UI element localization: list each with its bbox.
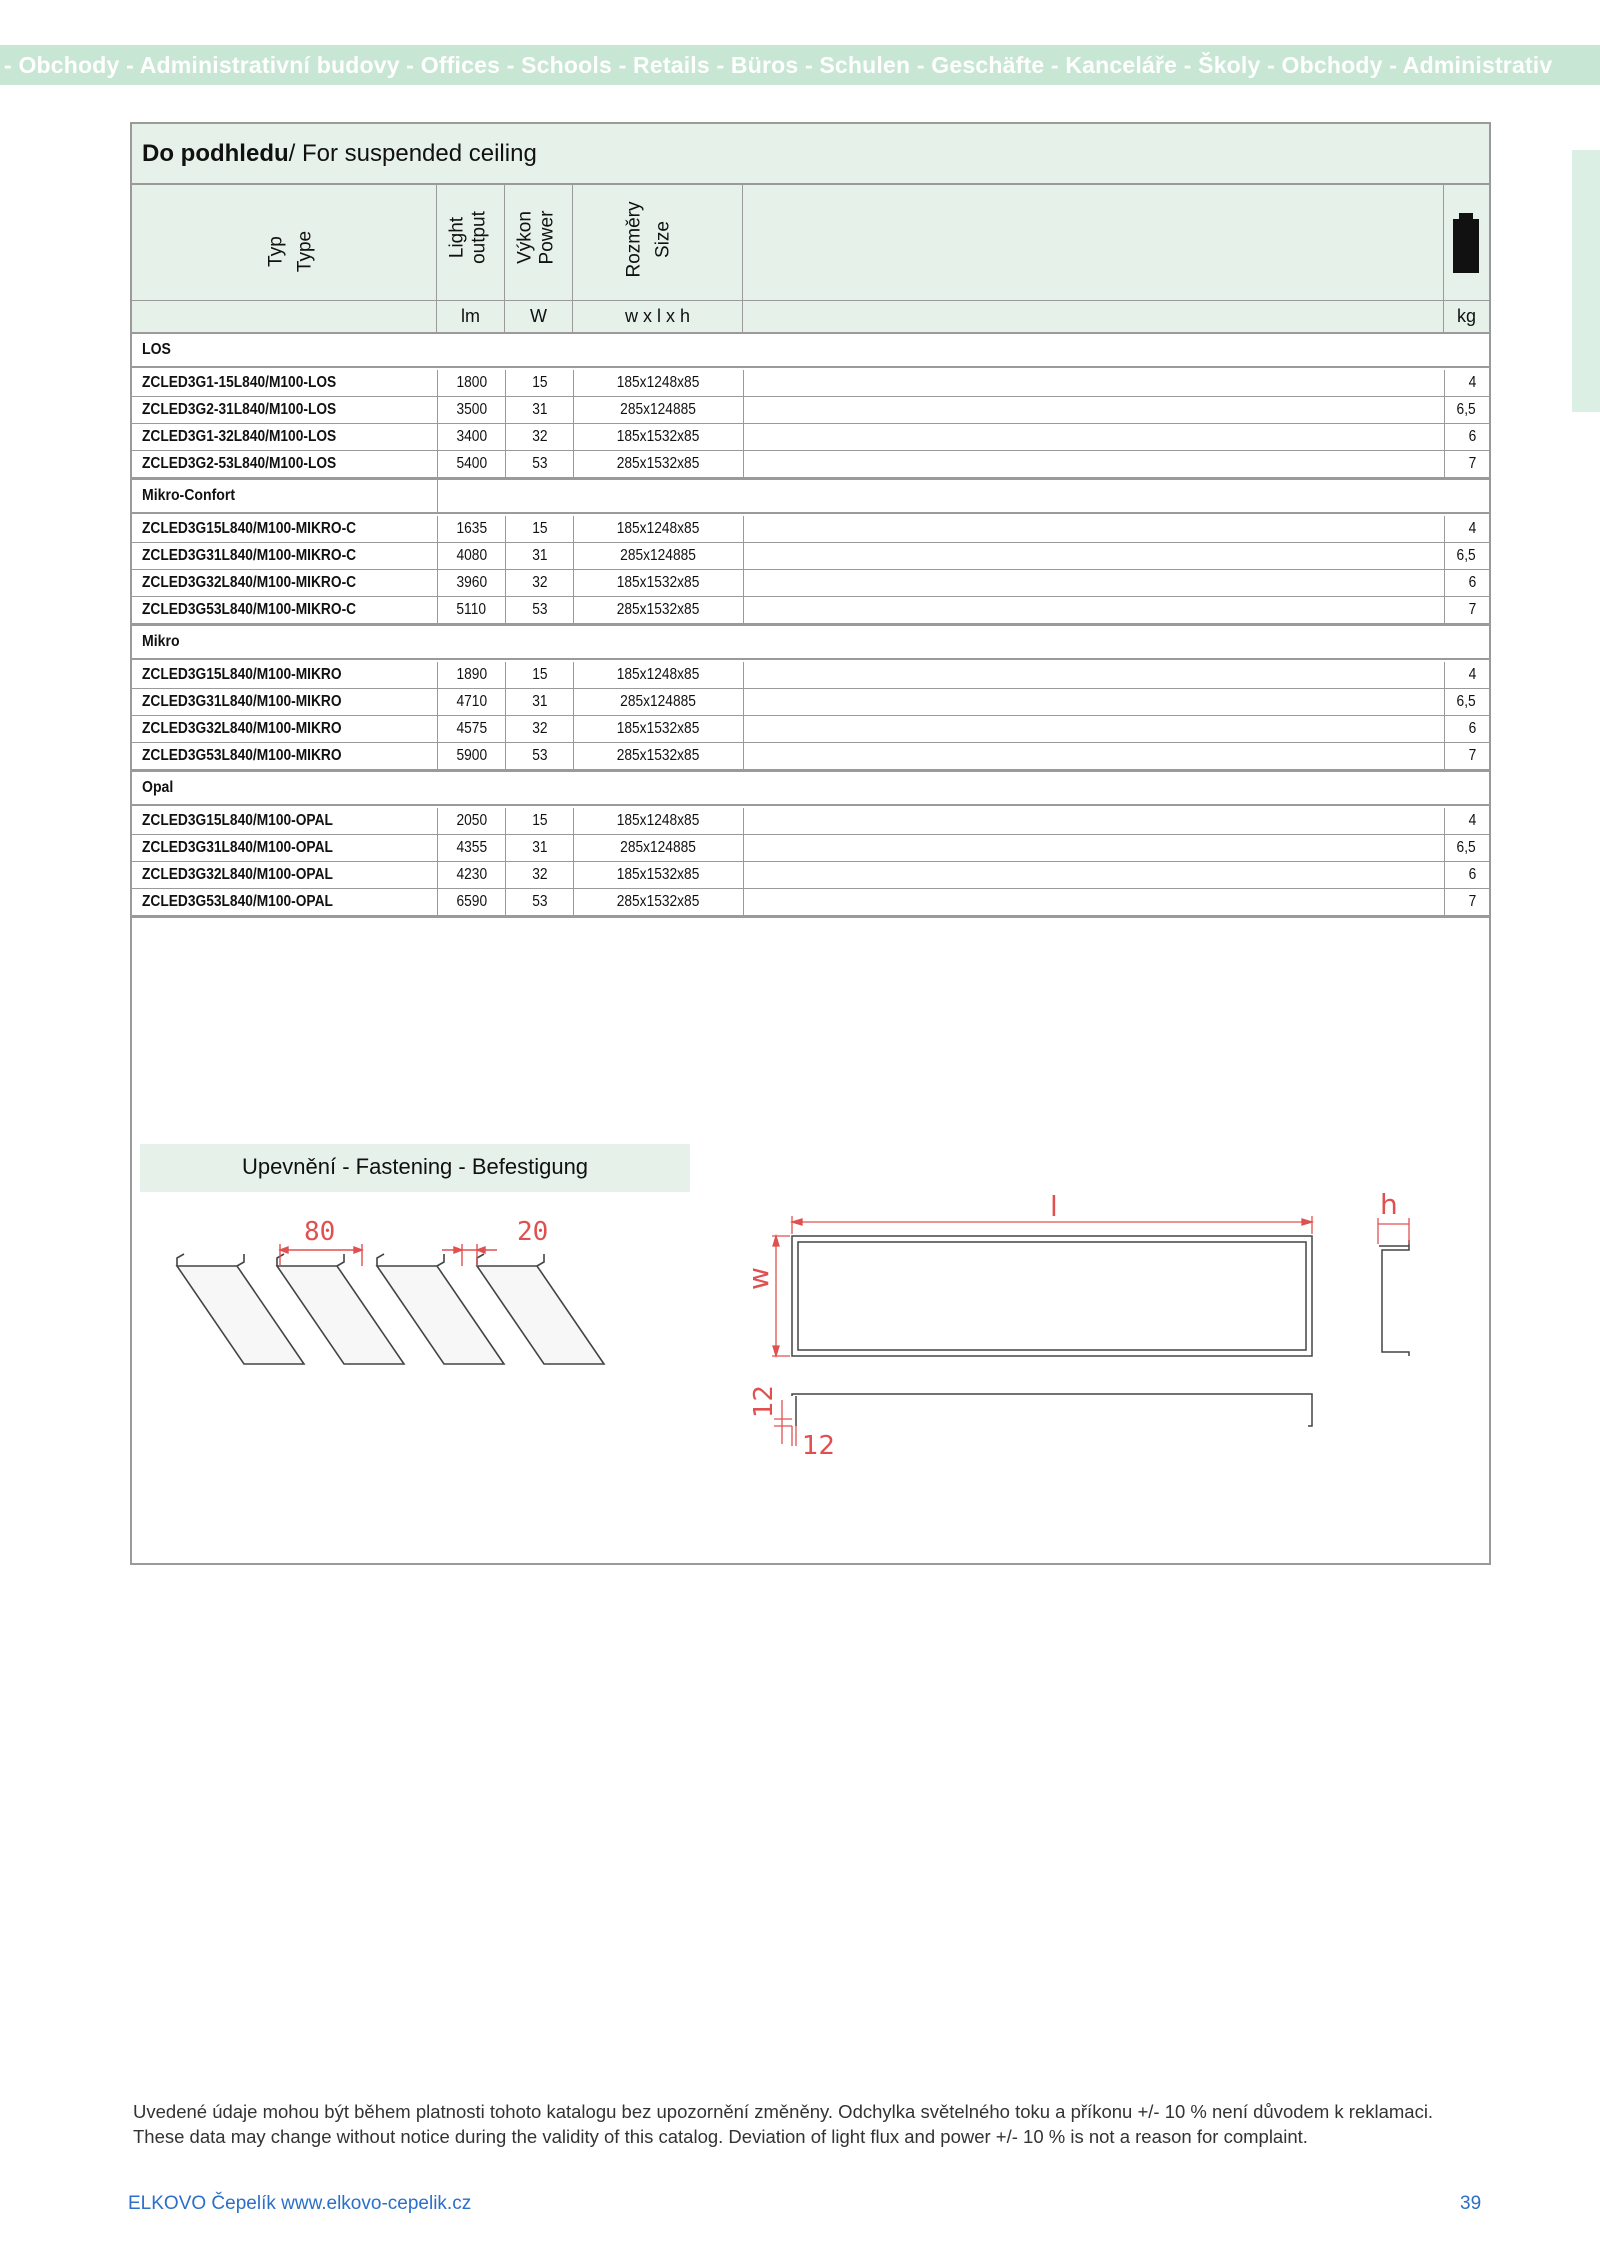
table-row (132, 451, 1489, 478)
category-banner (0, 45, 1600, 85)
cell-size (573, 451, 743, 478)
header-size-cz: Rozměry (623, 201, 645, 278)
cell-size-value: 285x1532x85 (617, 747, 700, 764)
cell-light-output (437, 516, 505, 543)
cell-light-output-value: 2050 (456, 812, 487, 829)
cell-light-output (437, 570, 505, 597)
cell-weight-value: 4 (1468, 374, 1477, 391)
cell-size-value: 285x124885 (620, 839, 697, 856)
cell-blank (743, 716, 1444, 743)
cell-light-output (437, 543, 505, 570)
cell-size-value: 185x1532x85 (617, 720, 700, 737)
cell-power-value: 15 (531, 374, 548, 391)
table-row (132, 689, 1489, 716)
fastening-drawing (172, 1214, 732, 1434)
cell-blank (743, 835, 1444, 862)
cell-weight (1444, 570, 1489, 597)
header-size-en: Size (652, 221, 674, 258)
dim-l: l (1050, 1190, 1058, 1223)
cell-type: ZCLED3G53L840/M100-MIKRO-C (142, 601, 357, 618)
cell-light-output-value: 4710 (456, 693, 487, 710)
cell-blank (743, 370, 1444, 397)
dim-12-horizontal: 12 (802, 1431, 836, 1461)
cell-type: ZCLED3G2-31L840/M100-LOS (142, 401, 337, 418)
cell-power-value: 53 (531, 601, 548, 618)
cell-size-value: 285x124885 (620, 401, 697, 418)
cell-size-value: 285x124885 (620, 693, 697, 710)
unit-kg: kg (1444, 300, 1489, 332)
cell-type: ZCLED3G31L840/M100-MIKRO-C (142, 547, 357, 564)
cell-weight (1444, 689, 1489, 716)
cell-light-output-value: 3960 (456, 574, 487, 591)
cell-size (573, 516, 743, 543)
dim-12-vertical: 12 (749, 1384, 779, 1418)
cell-power (505, 570, 573, 597)
cell-blank (743, 397, 1444, 424)
cell-type: ZCLED3G53L840/M100-OPAL (142, 893, 333, 910)
cell-weight (1444, 716, 1489, 743)
cell-light-output (437, 743, 505, 770)
table-row (132, 662, 1489, 689)
cell-power-value: 15 (531, 812, 548, 829)
cell-power-value: 53 (531, 747, 548, 764)
cell-power-value: 31 (531, 547, 548, 564)
cell-size-value: 285x1532x85 (617, 455, 700, 472)
cell-type: ZCLED3G15L840/M100-OPAL (142, 812, 333, 829)
cell-power (505, 862, 573, 889)
cell-weight (1444, 451, 1489, 478)
cell-light-output-value: 4355 (456, 839, 487, 856)
cell-blank (743, 424, 1444, 451)
cell-size (573, 370, 743, 397)
cell-power-value: 31 (531, 401, 548, 418)
cell-weight-value: 6,5 (1456, 401, 1476, 418)
cell-light-output (437, 451, 505, 478)
group-name: Mikro (142, 633, 180, 650)
cell-light-output-value: 4230 (456, 866, 487, 883)
dim-80: 80 (304, 1217, 336, 1247)
cell-weight-value: 6,5 (1456, 839, 1476, 856)
unit-cell-type (132, 300, 437, 332)
cell-power (505, 716, 573, 743)
cell-power (505, 662, 573, 689)
cell-blank (743, 516, 1444, 543)
cell-light-output-value: 1635 (456, 520, 487, 537)
cell-size-value: 285x1532x85 (617, 601, 700, 618)
cell-blank (743, 889, 1444, 916)
unit-size: w x l x h (573, 300, 743, 332)
cell-size (573, 743, 743, 770)
cell-type: ZCLED3G32L840/M100-OPAL (142, 866, 333, 883)
luminaire-end-view (1379, 1240, 1409, 1356)
group-row (132, 624, 1489, 660)
cell-size (573, 889, 743, 916)
cell-type: ZCLED3G15L840/M100-MIKRO (142, 666, 342, 683)
cell-power (505, 889, 573, 916)
cell-blank (743, 689, 1444, 716)
cell-type: ZCLED3G1-32L840/M100-LOS (142, 428, 337, 445)
table-row (132, 570, 1489, 597)
cell-type: ZCLED3G31L840/M100-MIKRO (142, 693, 342, 710)
cell-power-value: 31 (531, 693, 548, 710)
cell-light-output-value: 6590 (456, 893, 487, 910)
cell-size-value: 185x1532x85 (617, 428, 700, 445)
dimension-drawing (732, 1164, 1398, 1464)
unit-blank (743, 300, 1444, 332)
disclaimer (133, 2099, 1533, 2149)
cell-light-output (437, 370, 505, 397)
cell-light-output-value: 4080 (456, 547, 487, 564)
table-row (132, 743, 1489, 770)
group-row (132, 770, 1489, 806)
cell-weight-value: 6 (1468, 866, 1477, 883)
unit-lm: lm (437, 300, 505, 332)
dim-h: h (1380, 1188, 1398, 1221)
cell-size (573, 689, 743, 716)
table-row (132, 835, 1489, 862)
cell-power-value: 32 (531, 428, 548, 445)
cell-blank (743, 862, 1444, 889)
cell-weight-value: 7 (1468, 747, 1477, 764)
cell-weight-value: 6 (1468, 428, 1477, 445)
cell-size-value: 185x1532x85 (617, 866, 700, 883)
group-separator (437, 480, 438, 514)
panel-4 (477, 1254, 604, 1364)
cell-blank (743, 570, 1444, 597)
header-light-2: output (468, 211, 490, 264)
cell-weight-value: 6,5 (1456, 547, 1476, 564)
cell-light-output (437, 716, 505, 743)
table-row (132, 543, 1489, 570)
group-row (132, 478, 1489, 514)
cell-light-output (437, 597, 505, 624)
disclaimer-cz: Uvedené údaje mohou být během platnosti tohoto katalogu bez upozornění změněny. Odchylka světelného toku a příkonu +/- 10 % není důvodem k reklamaci. (133, 2101, 1434, 2122)
cell-power (505, 808, 573, 835)
cell-power-value: 15 (531, 520, 548, 537)
cell-light-output-value: 3500 (456, 401, 487, 418)
cell-light-output-value: 5900 (456, 747, 487, 764)
side-tab (1572, 150, 1600, 412)
table-row (132, 370, 1489, 397)
weight-icon (1449, 213, 1483, 273)
cell-size (573, 597, 743, 624)
cell-size (573, 424, 743, 451)
table-row (132, 716, 1489, 743)
cell-type: ZCLED3G32L840/M100-MIKRO (142, 720, 342, 737)
header-type-en: Type (294, 230, 316, 273)
fastening-label: Upevnění - Fastening - Befestigung (140, 1144, 690, 1192)
table-row (132, 597, 1489, 624)
group-name: Mikro-Confort (142, 487, 236, 504)
cell-power-value: 31 (531, 839, 548, 856)
cell-power-value: 53 (531, 893, 548, 910)
dim-20: 20 (517, 1217, 549, 1247)
group-name: LOS (142, 341, 171, 358)
luminaire-side-view (792, 1394, 1312, 1426)
cell-light-output-value: 5400 (456, 455, 487, 472)
cell-type: ZCLED3G32L840/M100-MIKRO-C (142, 574, 357, 591)
cell-power (505, 743, 573, 770)
cell-type: ZCLED3G53L840/M100-MIKRO (142, 747, 342, 764)
cell-weight (1444, 889, 1489, 916)
cell-power (505, 516, 573, 543)
cell-size-value: 185x1248x85 (617, 812, 700, 829)
cell-weight (1444, 862, 1489, 889)
cell-light-output-value: 5110 (456, 601, 487, 618)
cell-weight (1444, 424, 1489, 451)
cell-power (505, 370, 573, 397)
cell-weight (1444, 597, 1489, 624)
cell-power-value: 32 (531, 866, 548, 883)
cell-power (505, 543, 573, 570)
header-power-cz: Výkon (514, 211, 536, 264)
cell-weight (1444, 397, 1489, 424)
cell-power-value: 32 (531, 574, 548, 591)
cell-blank (743, 451, 1444, 478)
dim-w: w (742, 1267, 775, 1290)
cell-light-output-value: 1800 (456, 374, 487, 391)
cell-weight-value: 6 (1468, 720, 1477, 737)
cell-power-value: 32 (531, 720, 548, 737)
cell-power-value: 53 (531, 455, 548, 472)
cell-weight (1444, 662, 1489, 689)
cell-light-output (437, 662, 505, 689)
table-row (132, 862, 1489, 889)
header-type-cz: Typ (265, 236, 287, 267)
cell-size (573, 397, 743, 424)
cell-weight (1444, 743, 1489, 770)
cell-size (573, 716, 743, 743)
cell-weight-value: 6 (1468, 574, 1477, 591)
cell-light-output-value: 1890 (456, 666, 487, 683)
cell-size (573, 570, 743, 597)
cell-size-value: 285x124885 (620, 547, 697, 564)
unit-w: W (505, 300, 573, 332)
table-row (132, 808, 1489, 835)
cell-size (573, 543, 743, 570)
cell-power (505, 397, 573, 424)
header-power-en: Power (536, 210, 558, 265)
cell-weight (1444, 808, 1489, 835)
cell-type: ZCLED3G31L840/M100-OPAL (142, 839, 333, 856)
cell-power (505, 451, 573, 478)
cell-size-value: 185x1248x85 (617, 666, 700, 683)
table-row (132, 516, 1489, 543)
banner-text: - Obchody - Administrativní budovy - Offices - Schools - Retails - Büros - Schulen - Geschäfte - Kanceláře - Školy - Obchody - Administrativ (4, 52, 1553, 78)
table-row (132, 889, 1489, 916)
cell-blank (743, 808, 1444, 835)
cell-size (573, 808, 743, 835)
cell-light-output (437, 397, 505, 424)
cell-weight (1444, 543, 1489, 570)
cell-light-output (437, 889, 505, 916)
cell-light-output (437, 808, 505, 835)
cell-weight-value: 7 (1468, 601, 1477, 618)
cell-weight-value: 4 (1468, 666, 1477, 683)
cell-light-output (437, 862, 505, 889)
header-light-1: Light (446, 216, 468, 259)
product-table (130, 122, 1491, 1565)
cell-light-output (437, 835, 505, 862)
cell-weight-value: 6,5 (1456, 693, 1476, 710)
cell-size-value: 285x1532x85 (617, 893, 700, 910)
cell-size-value: 185x1532x85 (617, 574, 700, 591)
cell-weight-value: 4 (1468, 812, 1477, 829)
page-number: 39 (1460, 2193, 1482, 2214)
cell-light-output-value: 4575 (456, 720, 487, 737)
cell-power (505, 689, 573, 716)
cell-light-output (437, 689, 505, 716)
cell-weight-value: 4 (1468, 520, 1477, 537)
cell-power (505, 424, 573, 451)
table-end-line (132, 916, 1489, 918)
cell-size (573, 862, 743, 889)
cell-weight-value: 7 (1468, 893, 1477, 910)
section-title: Do podhledu/ For suspended ceiling (142, 140, 537, 167)
cell-type: ZCLED3G1-15L840/M100-LOS (142, 374, 337, 391)
cell-type: ZCLED3G2-53L840/M100-LOS (142, 455, 337, 472)
cell-size-value: 185x1248x85 (617, 520, 700, 537)
cell-blank (743, 597, 1444, 624)
cell-weight-value: 7 (1468, 455, 1477, 472)
cell-type: ZCLED3G15L840/M100-MIKRO-C (142, 520, 357, 537)
cell-weight (1444, 835, 1489, 862)
cell-power (505, 597, 573, 624)
group-row (132, 332, 1489, 368)
cell-weight (1444, 370, 1489, 397)
table-row (132, 397, 1489, 424)
luminaire-top-view (792, 1236, 1312, 1356)
cell-power (505, 835, 573, 862)
footer-brand-link[interactable]: ELKOVO Čepelík www.elkovo-cepelik.cz (128, 2193, 472, 2214)
group-name: Opal (142, 779, 174, 796)
section-title-bar (132, 124, 1489, 185)
cell-light-output (437, 424, 505, 451)
cell-size (573, 835, 743, 862)
table-row (132, 424, 1489, 451)
cell-size (573, 662, 743, 689)
cell-weight (1444, 516, 1489, 543)
cell-blank (743, 743, 1444, 770)
disclaimer-en: These data may change without notice during the validity of this catalog. Deviation of light flux and power +/- 10 % is not a reason for complaint. (133, 2126, 1308, 2147)
cell-blank (743, 543, 1444, 570)
cell-blank (743, 662, 1444, 689)
cell-light-output-value: 3400 (456, 428, 487, 445)
cell-size-value: 185x1248x85 (617, 374, 700, 391)
cell-power-value: 15 (531, 666, 548, 683)
